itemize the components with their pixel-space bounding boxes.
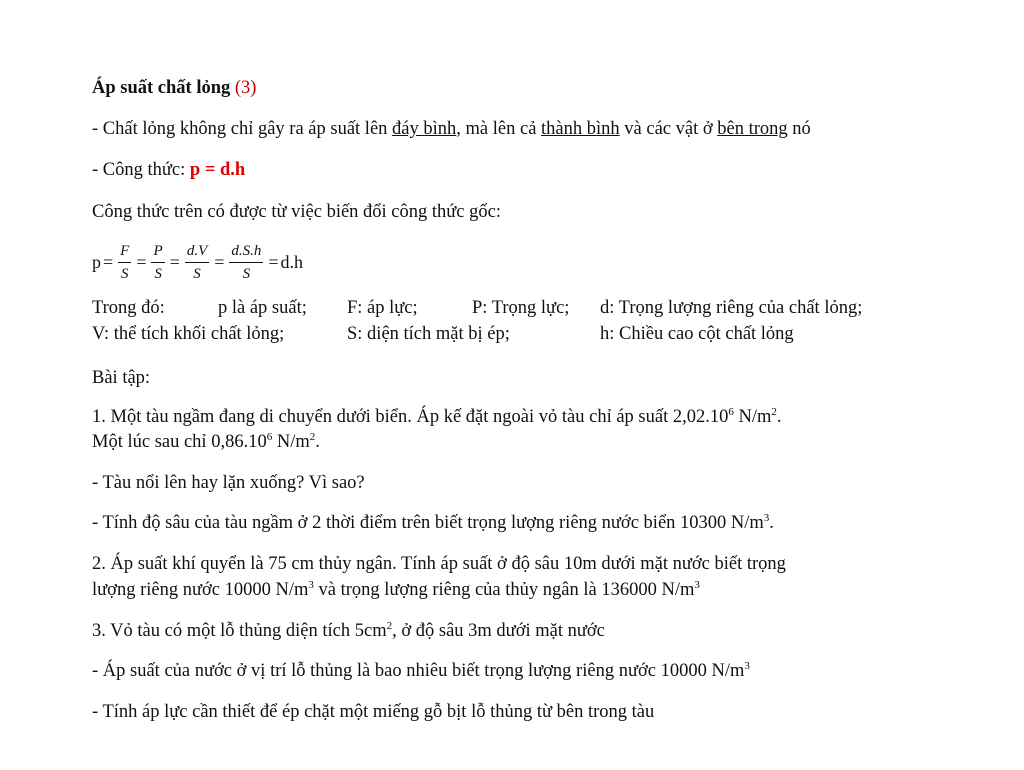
term-thanh-binh: thành bình bbox=[541, 119, 620, 139]
formula-label: - Công thức: bbox=[92, 160, 190, 180]
fraction-denominator: S bbox=[193, 265, 201, 282]
equals-sign: = bbox=[268, 251, 279, 272]
unit-text: N/m bbox=[272, 432, 310, 452]
exponent: 2 bbox=[386, 620, 393, 632]
intro-mid2: và các vật ở bbox=[619, 119, 718, 139]
legend-s: S: diện tích mặt bị ép; bbox=[347, 324, 510, 344]
title-text: Áp suất chất lỏng bbox=[92, 78, 231, 98]
ex3-question2: - Tính áp lực cần thiết để ép chặt một miếng gỗ bịt lỗ thủng từ bên trong tàu bbox=[92, 702, 655, 722]
equals-sign: = bbox=[103, 251, 114, 272]
fraction-dv-over-s bbox=[185, 242, 209, 283]
intro-mid: , mà lên cả bbox=[456, 119, 542, 139]
equals-sign: = bbox=[214, 251, 225, 272]
intro-prefix: - Chất lỏng không chỉ gây ra áp suất lên bbox=[92, 119, 393, 139]
legend-p-weight: P: Trọng lực; bbox=[472, 298, 570, 318]
derivation-rhs: d.h bbox=[280, 251, 304, 272]
intro-line bbox=[92, 117, 811, 141]
equals-sign: = bbox=[136, 251, 147, 272]
fraction-p-over-s bbox=[151, 242, 164, 283]
fraction-denominator: S bbox=[242, 265, 251, 282]
ex2-line1: 2. Áp suất khí quyển là 75 cm thủy ngân. Tính áp suất ở độ sâu 10m dưới mặt nước biết trọng bbox=[92, 554, 786, 574]
legend-d: d: Trọng lượng riêng của chất lỏng; bbox=[600, 298, 863, 318]
exponent: 3 bbox=[694, 579, 700, 591]
derivation-lhs: p bbox=[92, 251, 101, 272]
fraction-f-over-s bbox=[118, 242, 131, 283]
ex3-line1-text: 3. Vỏ tàu có một lỗ thủng diện tích 5cm bbox=[92, 621, 387, 641]
legend-heading: Trong đó: bbox=[92, 298, 165, 318]
ex3-line1-text-b: , ở độ sâu 3m dưới mặt nước bbox=[392, 621, 605, 641]
fraction-numerator: d.S.h bbox=[229, 242, 263, 263]
title-tag: (3) bbox=[234, 78, 257, 98]
unit-text: N/m bbox=[733, 407, 772, 427]
intro-suffix: nó bbox=[787, 119, 811, 139]
ex3-line1 bbox=[92, 619, 605, 645]
ex2-line2-text: lượng riêng nước 10000 N/m bbox=[92, 580, 309, 600]
exercises-heading: Bài tập: bbox=[92, 368, 151, 388]
ex3-q1-text: - Áp suất của nước ở vị trí lỗ thủng là bao nhiêu biết trọng lượng riêng nước 10000 N/m bbox=[92, 661, 745, 681]
exponent: 3 bbox=[744, 660, 750, 672]
ex2-line2 bbox=[92, 578, 700, 604]
exponent: 3 bbox=[763, 512, 770, 524]
ex1-line2 bbox=[92, 430, 320, 456]
ex2-line2-text-b: và trọng lượng riêng của thủy ngân là 136000 N/m bbox=[313, 580, 695, 600]
ex1-q2-text: - Tính độ sâu của tàu ngầm ở 2 thời điểm trên biết trọng lượng riêng nước biển 10300 N/m bbox=[92, 513, 764, 533]
ex1-line2-text: Một lúc sau chỉ 0,86.10 bbox=[92, 432, 267, 452]
equals-sign: = bbox=[169, 251, 180, 272]
legend-p: p là áp suất; bbox=[218, 298, 307, 318]
term-day-binh: đáy bình bbox=[392, 119, 457, 139]
exponent: 6 bbox=[266, 431, 273, 443]
exponent: 6 bbox=[728, 406, 734, 418]
derive-intro: Công thức trên có được từ việc biến đổi công thức gốc: bbox=[92, 202, 501, 222]
ex3-question1 bbox=[92, 659, 750, 685]
exponent: 2 bbox=[309, 431, 316, 443]
ex1-line1-text: 1. Một tàu ngầm đang di chuyển dưới biển. Áp kế đặt ngoài vỏ tàu chỉ áp suất 2,02.10 bbox=[92, 407, 729, 427]
fraction-dsh-over-s bbox=[229, 242, 263, 283]
exponent: 3 bbox=[308, 579, 314, 591]
legend-h: h: Chiều cao cột chất lỏng bbox=[600, 324, 794, 344]
ex1-line1 bbox=[92, 405, 782, 431]
legend-f: F: áp lực; bbox=[347, 298, 418, 318]
legend-v: V: thể tích khối chất lỏng; bbox=[92, 324, 285, 344]
derivation-formula bbox=[92, 234, 303, 290]
exponent: 2 bbox=[771, 406, 777, 418]
fraction-numerator: F bbox=[118, 242, 131, 263]
fraction-denominator: S bbox=[120, 265, 129, 282]
term-ben-trong: bên trong bbox=[717, 119, 788, 139]
fraction-numerator: P bbox=[151, 242, 164, 263]
formula-value: p = d.h bbox=[189, 160, 246, 180]
fraction-denominator: S bbox=[154, 265, 162, 282]
period: . bbox=[776, 407, 782, 427]
section-title bbox=[92, 76, 256, 100]
period: . bbox=[769, 513, 774, 533]
formula-line bbox=[92, 158, 245, 182]
period: . bbox=[315, 432, 320, 452]
ex1-question2 bbox=[92, 511, 774, 537]
ex1-question1: - Tàu nổi lên hay lặn xuống? Vì sao? bbox=[92, 473, 365, 493]
fraction-numerator: d.V bbox=[185, 242, 209, 263]
